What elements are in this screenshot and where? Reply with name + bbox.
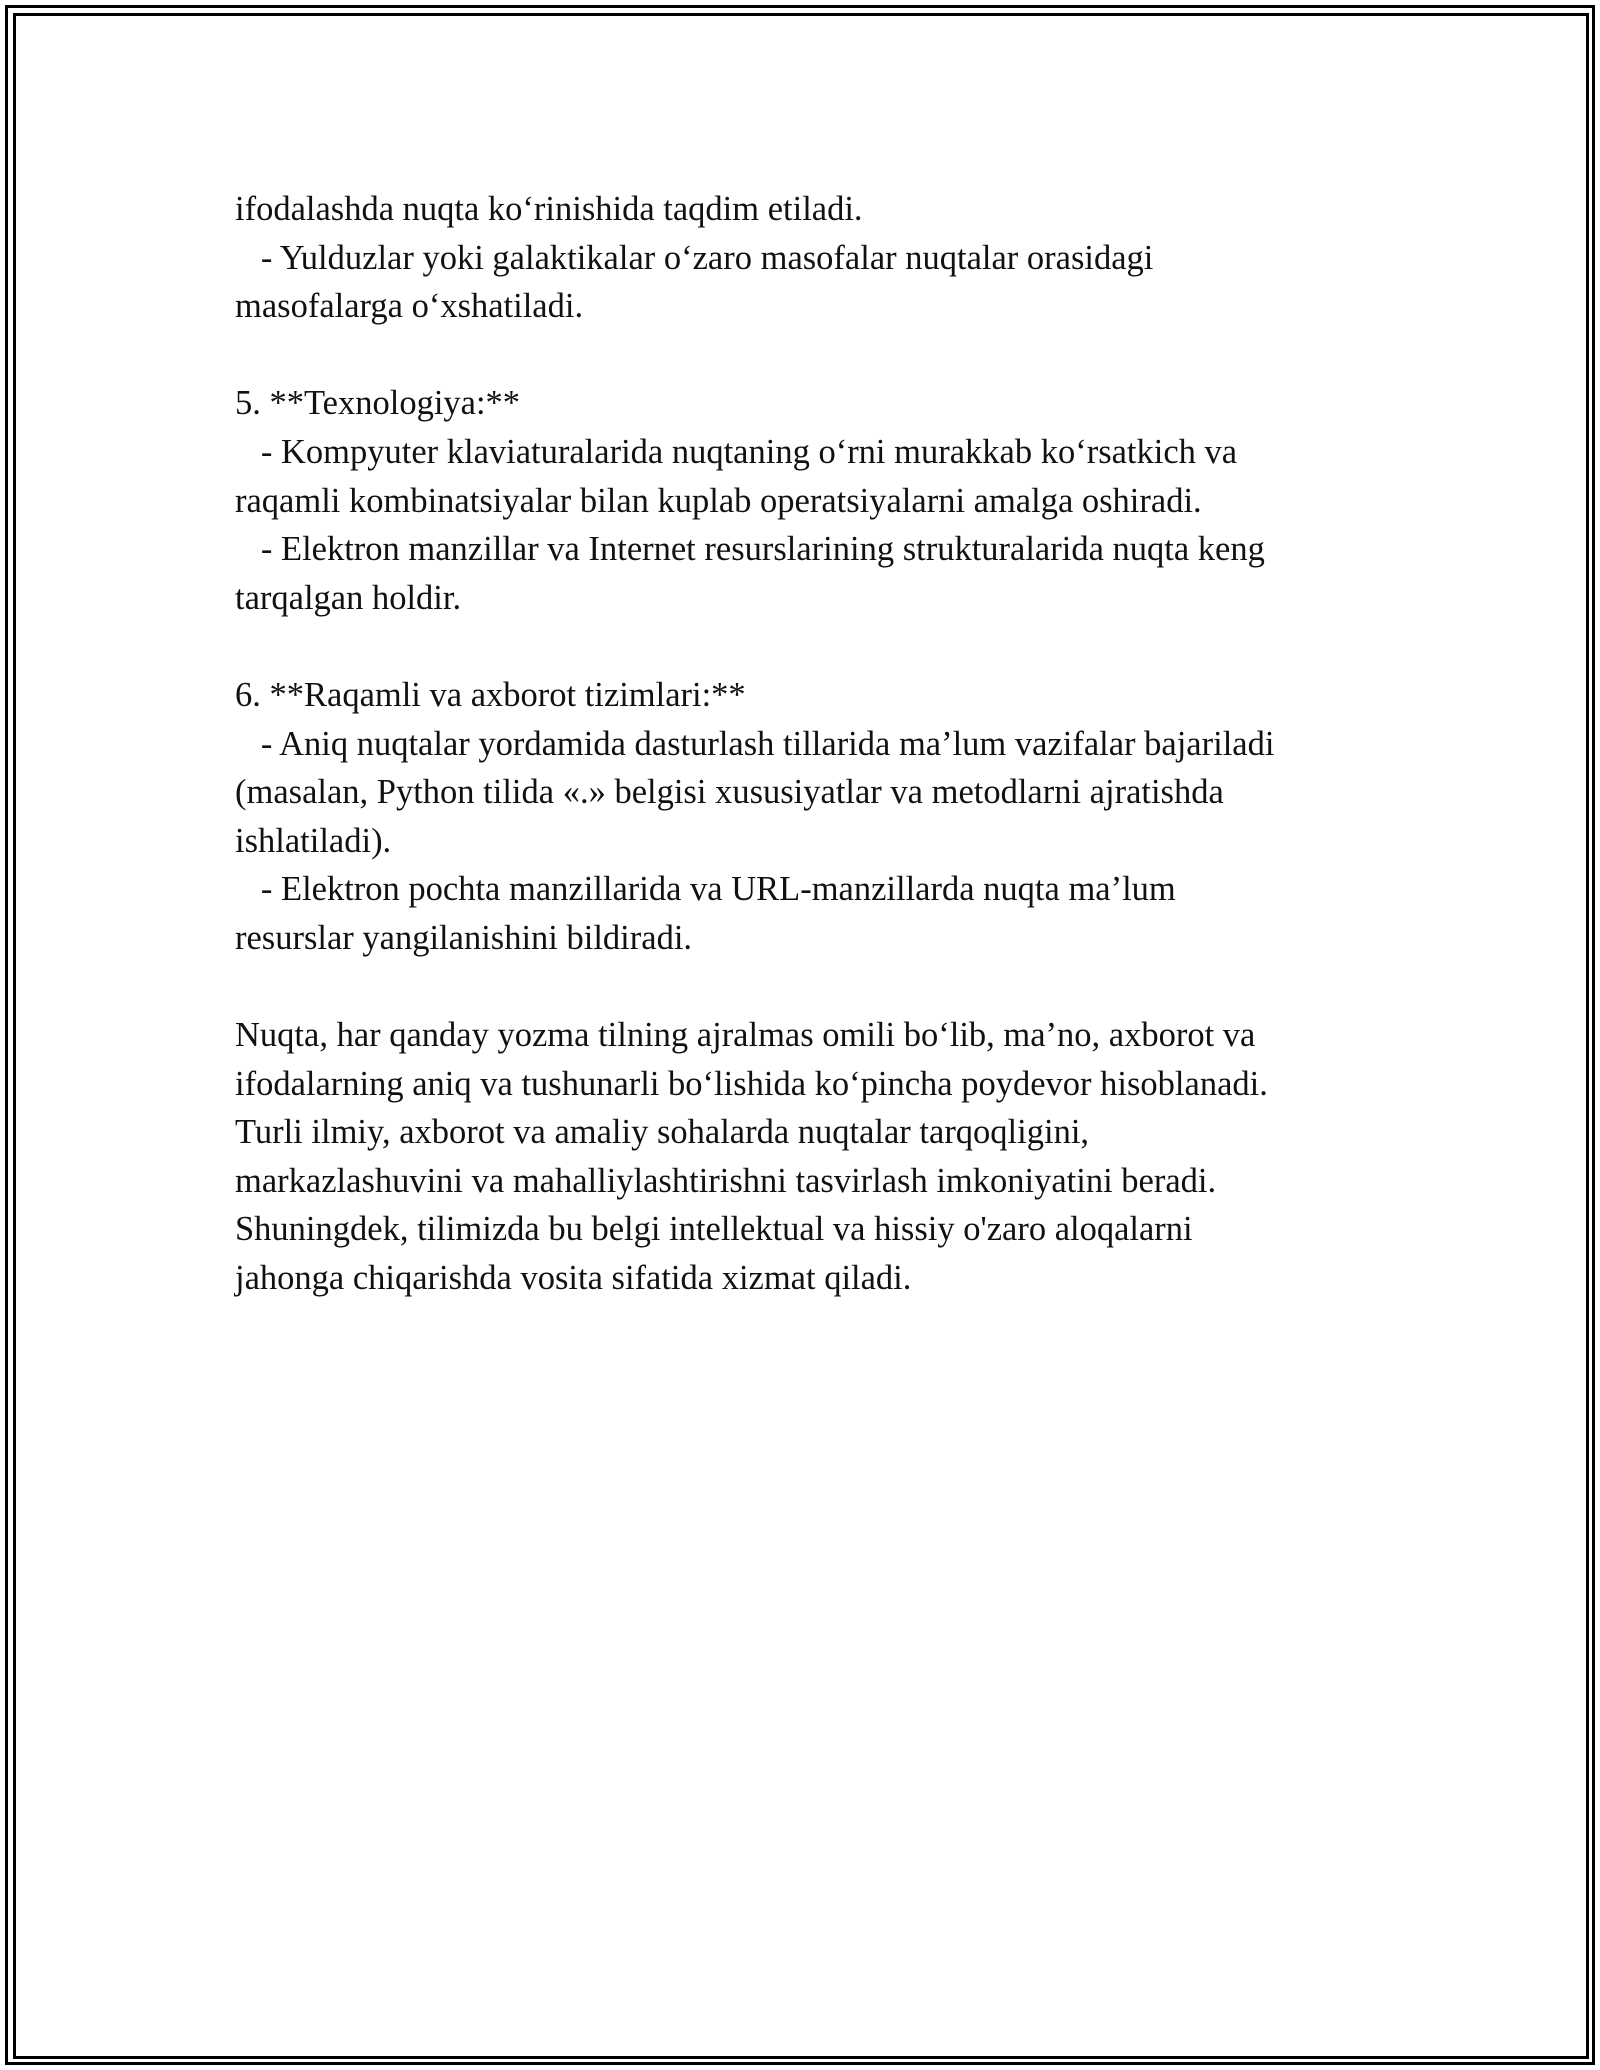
text-line: - Aniq nuqtalar yordamida dasturlash tillarida ma’lum vazifalar bajariladi: [235, 724, 1275, 763]
paragraph-conclusion: [235, 1011, 1385, 1303]
text-line: Shuningdek, tilimizda bu belgi intellektual va hissiy o'zaro aloqalarni: [235, 1210, 1193, 1249]
paragraph-digital-systems: [235, 671, 1385, 963]
text-line: - Elektron manzillar va Internet resurslarining strukturalarida nuqta keng: [235, 530, 1265, 569]
paragraph-spacer: [235, 963, 1385, 1012]
text-line: raqamli kombinatsiyalar bilan kuplab operatsiyalarni amalga oshiradi.: [235, 481, 1202, 520]
text-line: (masalan, Python tilida «.» belgisi xususiyatlar va metodlarni ajratishda: [235, 773, 1224, 812]
text-line: ifodalarning aniq va tushunarli bo‘lishida ko‘pincha poydevor hisoblanadi.: [235, 1064, 1268, 1103]
text-line: - Elektron pochta manzillarida va URL-manzillarda nuqta ma’lum: [235, 870, 1176, 909]
text-line: - Kompyuter klaviaturalarida nuqtaning o‘rni murakkab ko‘rsatkich va: [235, 432, 1238, 471]
document-body: [235, 185, 1385, 1303]
section-heading: 5. **Texnologiya:**: [235, 384, 521, 423]
section-heading: 6. **Raqamli va axborot tizimlari:**: [235, 675, 746, 714]
text-line: markazlashuvini va mahalliylashtirishni tasvirlash imkoniyatini beradi.: [235, 1161, 1217, 1200]
text-line: tarqalgan holdir.: [235, 578, 462, 617]
paragraph-astronomy-continued: [235, 185, 1385, 331]
text-line: Nuqta, har qanday yozma tilning ajralmas omili bo‘lib, ma’no, axborot va: [235, 1016, 1256, 1055]
paragraph-spacer: [235, 331, 1385, 380]
text-line: ifodalashda nuqta ko‘rinishida taqdim etiladi.: [235, 190, 863, 228]
text-line: - Yulduzlar yoki galaktikalar o‘zaro masofalar nuqtalar orasidagi: [235, 238, 1154, 277]
paragraph-technology: [235, 379, 1385, 622]
text-line: jahonga chiqarishda vosita sifatida xizmat qiladi.: [235, 1259, 912, 1298]
text-line: ishlatiladi).: [235, 821, 392, 860]
text-line: resurslar yangilanishini bildiradi.: [235, 918, 693, 957]
paragraph-spacer: [235, 622, 1385, 671]
text-line: masofalarga o‘xshatiladi.: [235, 287, 584, 326]
text-line: Turli ilmiy, axborot va amaliy sohalarda nuqtalar tarqoqligini,: [235, 1113, 1090, 1152]
